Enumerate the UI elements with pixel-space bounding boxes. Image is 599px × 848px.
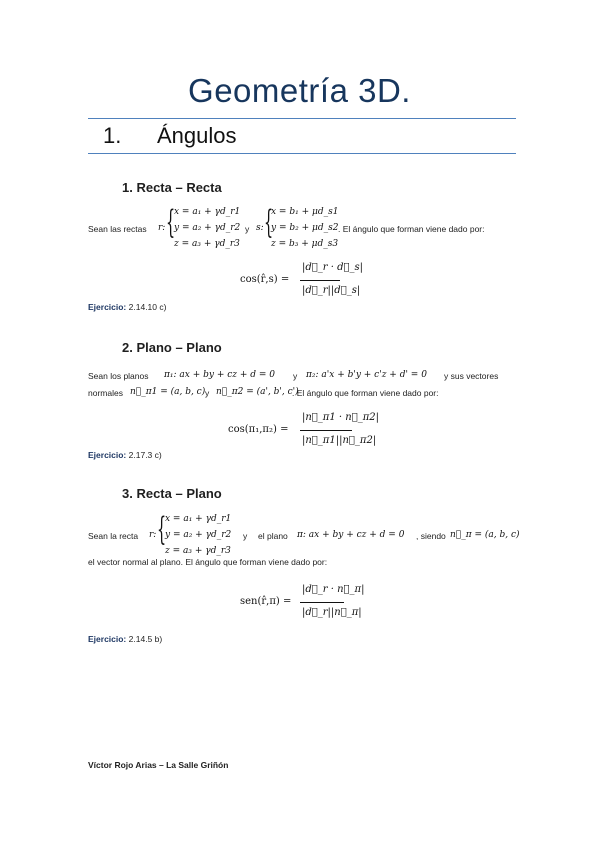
page-footer: Víctor Rojo Arias – La Salle Griñón [88,760,229,770]
line2-end-text: . El ángulo que forman viene dado por: [292,388,439,398]
section-number: 1. [103,123,122,148]
intro-text: Sean las rectas [88,224,147,234]
fraction-bar [300,602,344,603]
line-r-eq-y: y = a₂ + γd_r2 [174,223,241,233]
exercise-label: Ejercicio: [88,302,127,312]
line-r-eq-y: y = a₂ + γd_r2 [165,530,232,540]
title-rule-bottom [88,153,516,154]
exercise-reference [88,634,162,644]
exercise-reference [88,302,166,312]
exercise-reference [88,450,162,460]
formula-denominator: |d⃗_r||n⃗_π| [302,607,362,618]
exercise-value: 2.14.10 c) [128,302,167,312]
line-r-label: r: [158,223,166,233]
line-r-eq-z: z = a₃ + γd_r3 [174,239,240,249]
normal-eq: n⃗_π = (a, b, c) [450,530,520,540]
line-s-eq-z: z = b₃ + μd_s3 [271,239,339,249]
normal2-eq: n⃗_π2 = (a', b', c') [216,387,299,397]
line-r-eq-z: z = a₃ + γd_r3 [165,546,231,556]
line2-text: el vector normal al plano. El ángulo que forman viene dado por: [88,557,328,567]
subsection-heading-recta-recta: 1. Recta – Recta [122,180,222,195]
intro-text: Sean la recta [88,531,139,541]
line-r-eq-x: x = a₁ + γd_r1 [165,514,232,524]
formula-denominator: |d⃗_r||d⃗_s| [302,285,361,296]
fraction-bar [300,280,340,281]
exercise-value: 2.14.5 b) [128,634,163,644]
title-rule-top [88,118,516,119]
line-s-eq-x: x = b₁ + μd_s1 [271,207,339,217]
connector-text: y [205,388,210,398]
line-s-eq-y: y = b₂ + μd_s2 [271,223,339,233]
brace-r: { [166,203,176,241]
exercise-label: Ejercicio: [88,450,127,460]
exercise-value: 2.17.3 c) [128,450,162,460]
line-r-eq-x: x = a₁ + γd_r1 [174,207,241,217]
after-text: , siendo [416,531,446,541]
intro-text: Sean los planos [88,371,149,381]
brace-r: { [157,510,167,548]
brace-s: { [264,203,274,241]
line2-start-text: normales [88,388,123,398]
normal1-eq: n⃗_π1 = (a, b, c) [130,387,206,397]
line-s-label: s: [256,223,264,233]
formula-lhs: cos(π₁,π₂) = [228,424,289,435]
connector-text: y [243,531,248,541]
formula-numerator: |d⃗_r · d⃗_s| [302,262,363,273]
formula-numerator: |d⃗_r · n⃗_π| [302,584,365,595]
fraction-bar [300,430,352,431]
formula-lhs: cos(r̂,s) = [240,274,290,285]
exercise-label: Ejercicio: [88,634,127,644]
connector-text: y [293,371,298,381]
line1-end-text: y sus vectores [444,371,499,381]
plane-eq: π: ax + by + cz + d = 0 [297,530,405,540]
formula-lhs: sen(r̂,π) = [240,596,292,607]
document-title: Geometría 3D. [188,72,411,109]
section-title: Ángulos [157,123,237,148]
line-r-label: r: [149,530,157,540]
plane1-eq: π₁: ax + by + cz + d = 0 [164,370,276,380]
plane-text: el plano [258,531,288,541]
connector-text: y [245,224,250,234]
formula-numerator: |n⃗_π1 · n⃗_π2| [302,412,380,423]
subsection-heading-recta-plano: 3. Recta – Plano [122,486,222,501]
subsection-heading-plano-plano: 2. Plano – Plano [122,340,222,355]
plane2-eq: π₂: a'x + b'y + c'z + d' = 0 [306,370,427,380]
after-text: . El ángulo que forman viene dado por: [338,224,485,234]
formula-denominator: |n⃗_π1||n⃗_π2| [302,435,377,446]
